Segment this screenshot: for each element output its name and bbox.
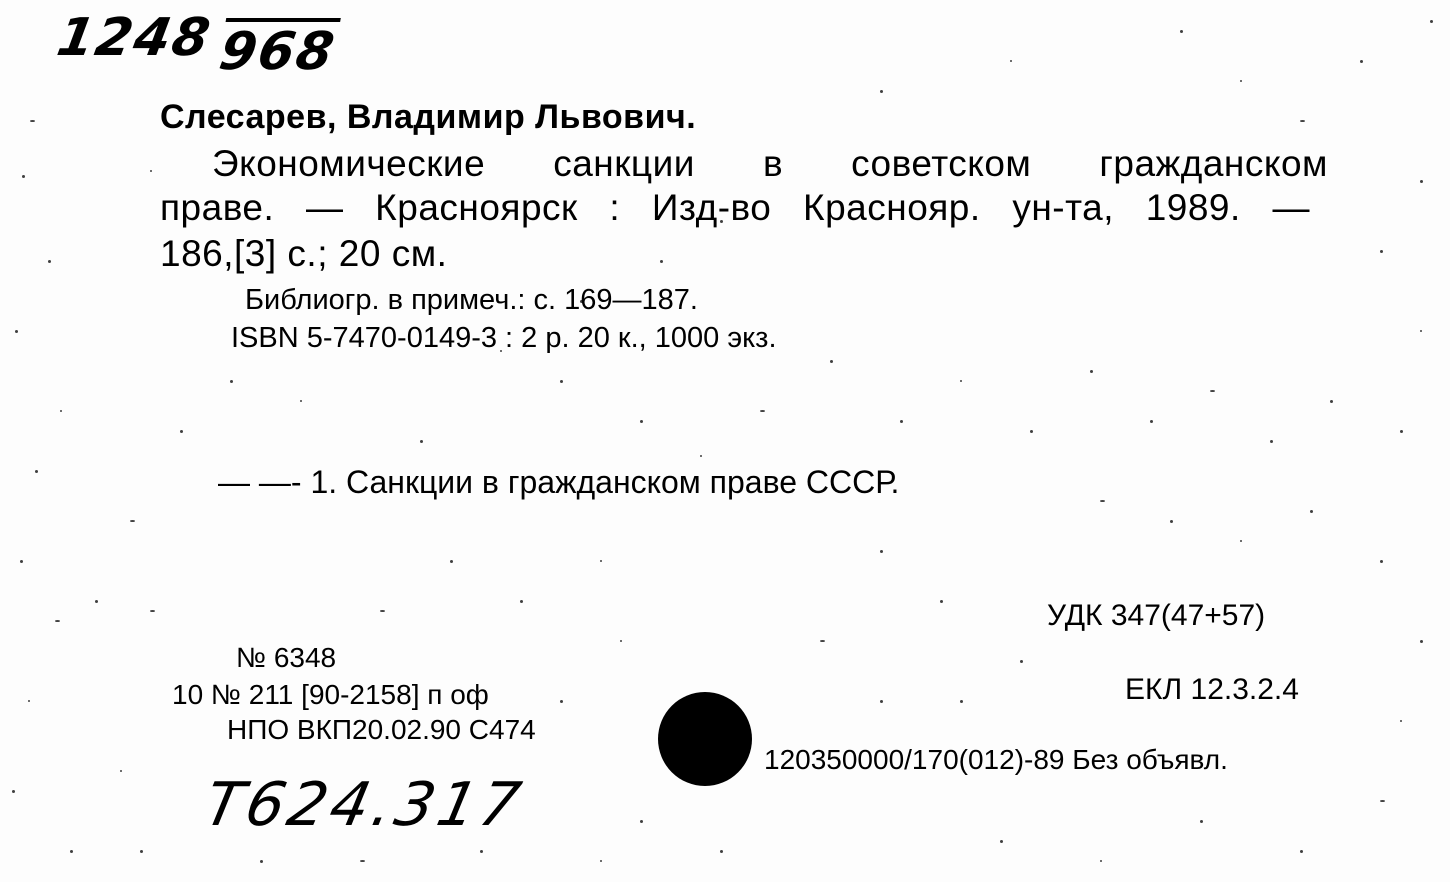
print-speck <box>700 455 702 457</box>
title-line-3: 186,[3] с.; 20 см. <box>160 233 448 274</box>
npo-info: НПО ВКП20.02.90 С474 <box>227 714 536 745</box>
print-speck <box>1310 510 1313 513</box>
print-speck <box>130 520 135 522</box>
print-speck <box>150 610 155 612</box>
print-speck <box>48 260 51 263</box>
card-number: № 6348 <box>236 642 337 673</box>
print-speck <box>1170 520 1173 523</box>
print-speck <box>20 560 23 563</box>
print-speck <box>1090 370 1093 373</box>
print-speck <box>1000 840 1003 843</box>
print-speck <box>560 700 563 703</box>
print-speck <box>520 600 523 603</box>
title-line-2: праве. — Красноярск : Изд-во Краснояр. ун-та, 1989. — <box>160 187 1310 228</box>
print-speck <box>35 470 38 473</box>
print-speck <box>1240 80 1242 82</box>
print-speck <box>22 175 25 178</box>
print-speck <box>480 850 483 853</box>
print-speck <box>230 380 233 383</box>
udk-classification: УДК 347(47+57) <box>1047 599 1266 632</box>
punch-hole <box>658 692 752 786</box>
print-speck <box>1400 430 1403 433</box>
order-info: 10 № 211 [90-2158] п оф <box>172 679 489 710</box>
print-speck <box>95 600 98 603</box>
print-speck <box>1380 800 1385 802</box>
title-line-1: Экономические санкции в советском гражданском <box>212 143 1328 184</box>
print-speck <box>1430 20 1433 23</box>
print-speck <box>900 420 903 423</box>
print-speck <box>640 820 643 823</box>
handwritten-top-fraction: 968 <box>214 22 341 82</box>
print-speck <box>720 850 723 853</box>
print-speck <box>1300 850 1303 853</box>
print-speck <box>260 860 263 863</box>
print-speck <box>1420 640 1423 643</box>
print-speck <box>1210 390 1215 392</box>
print-speck <box>940 600 943 603</box>
print-speck <box>15 330 18 333</box>
print-speck <box>1330 400 1333 403</box>
print-speck <box>30 120 35 122</box>
handwritten-shelf-number <box>52 8 343 82</box>
print-speck <box>1020 660 1023 663</box>
print-speck <box>1100 500 1105 502</box>
print-speck <box>1420 180 1423 183</box>
print-speck <box>880 550 883 553</box>
print-speck <box>1010 60 1012 62</box>
handwritten-top-number: 1248 <box>52 8 217 68</box>
print-speck <box>960 700 963 703</box>
print-speck <box>1150 420 1153 423</box>
print-speck <box>600 860 602 862</box>
print-speck <box>1030 430 1033 433</box>
publisher-code: 120350000/170(012)-89 Без объявл. <box>764 744 1228 775</box>
print-speck <box>12 790 15 793</box>
print-speck <box>660 260 663 263</box>
print-speck <box>1100 860 1102 862</box>
print-speck <box>1380 560 1383 563</box>
print-speck <box>1300 120 1305 122</box>
print-speck <box>1180 30 1183 33</box>
print-speck <box>70 850 73 853</box>
print-speck <box>1200 820 1203 823</box>
print-speck <box>1240 540 1242 542</box>
subject-heading: — —- 1. Санкции в гражданском праве СССР. <box>218 464 900 500</box>
print-speck <box>180 430 183 433</box>
print-speck <box>380 610 385 612</box>
ekl-classification: ЕКЛ 12.3.2.4 <box>1125 673 1299 706</box>
print-speck <box>640 420 643 423</box>
print-speck <box>1360 60 1363 63</box>
print-speck <box>620 640 622 642</box>
print-speck <box>120 770 122 772</box>
print-speck <box>1400 720 1402 722</box>
print-speck <box>140 850 143 853</box>
print-speck <box>560 380 563 383</box>
print-speck <box>760 410 765 412</box>
print-speck <box>880 90 883 93</box>
print-speck <box>1380 250 1383 253</box>
print-speck <box>450 560 453 563</box>
print-speck <box>1270 440 1273 443</box>
print-speck <box>880 700 883 703</box>
print-speck <box>55 620 60 622</box>
print-speck <box>1420 330 1422 332</box>
print-speck <box>820 640 825 642</box>
handwritten-bottom-code: Т624.317 <box>198 770 531 840</box>
author-heading: Слесарев, Владимир Львович. <box>160 98 697 136</box>
print-speck <box>960 380 962 382</box>
print-speck <box>360 860 365 862</box>
bibliography-note: Библиогр. в примеч.: с. 169—187. <box>245 284 698 316</box>
print-speck <box>60 410 62 412</box>
print-speck <box>28 700 30 702</box>
print-speck <box>600 560 602 562</box>
isbn-note: ISBN 5-7470-0149-3 : 2 р. 20 к., 1000 экз. <box>231 322 777 354</box>
print-speck <box>420 440 423 443</box>
print-speck <box>830 360 833 363</box>
print-speck <box>150 170 152 172</box>
print-speck <box>300 400 302 402</box>
